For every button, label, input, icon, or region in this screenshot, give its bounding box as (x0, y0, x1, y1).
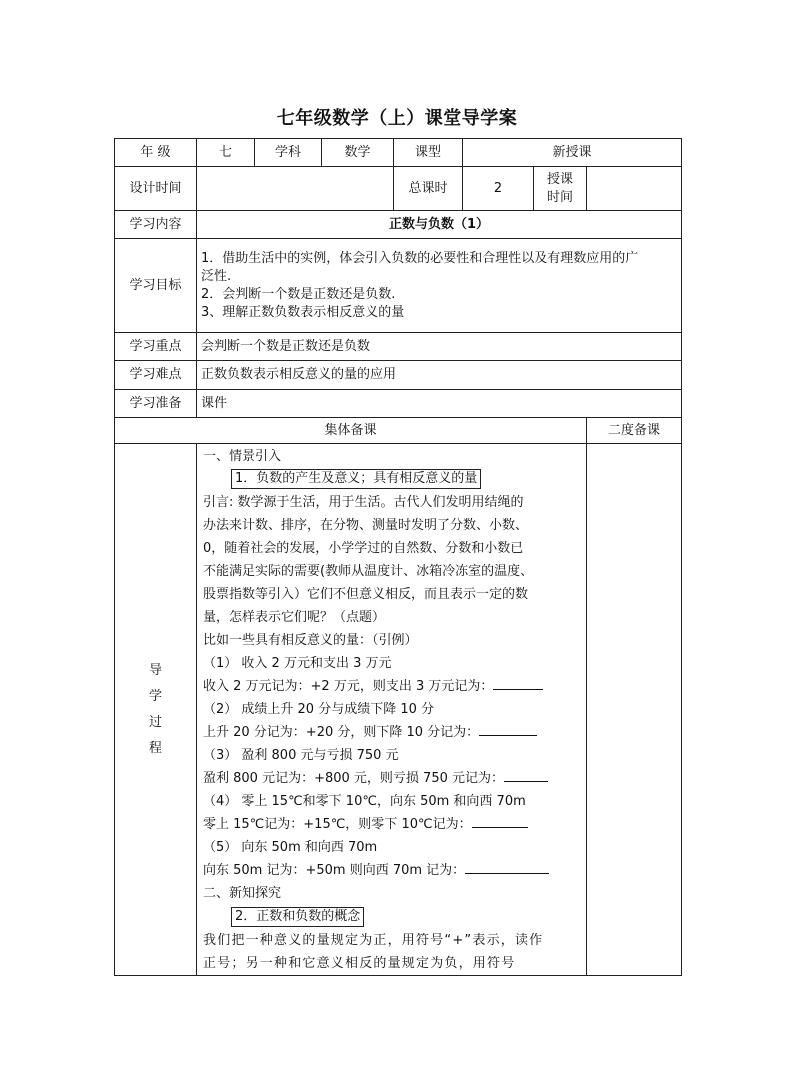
teach-time-label (534, 167, 587, 211)
text-line: 0，随着社会的发展，小学学过的自然数、分数和小数已 (203, 541, 524, 556)
info-row-2 (115, 167, 682, 211)
difficulty-value: 正数负数表示相反意义的量的应用 (197, 361, 682, 390)
prep-row (115, 390, 682, 418)
subject-label: 学科 (255, 139, 322, 167)
teach-time-label-line2: 时间 (546, 189, 573, 205)
process-content (197, 444, 587, 976)
process-label-char: 过 (148, 714, 162, 730)
answer-text: 盈利 800 元记为：+800 元，则亏损 750 元记为： (203, 771, 504, 786)
example-line: （2） 成绩上升 20 分与成绩下降 10 分 (203, 702, 435, 717)
key-point-value: 会判断一个数是正数还是负数 (197, 333, 682, 361)
answer-line (203, 767, 580, 790)
process-label-char: 学 (148, 688, 162, 704)
text-line: 正号；另一种和它意义相反的量规定为负，用符号 (203, 956, 516, 971)
page-title: 七年级数学（上）课堂导学案 (276, 108, 518, 129)
content-row (115, 211, 682, 239)
answer-blank (493, 677, 543, 690)
goal-item: 2．会判断一个数是正数还是负数. (201, 286, 396, 302)
lesson-plan-table (114, 138, 682, 976)
example-line: （1） 收入 2 万元和支出 3 万元 (203, 656, 392, 671)
example-line: （3） 盈利 800 元与亏损 750 元 (203, 748, 399, 763)
answer-text: 零上 15℃记为：+15℃，则零下 10℃记为： (203, 817, 472, 832)
text-line: 引言: 数学源于生活，用于生活。古代人们发明用结绳的 (203, 495, 524, 510)
subject-value: 数学 (322, 139, 394, 167)
text-line: 比如一些具有相反意义的量：（引例） (203, 633, 418, 648)
difficulty-row (115, 361, 682, 390)
lesson-type-value: 新授课 (463, 139, 682, 167)
key-point-label: 学习重点 (115, 333, 197, 361)
content-label: 学习内容 (115, 211, 197, 239)
goals-list (197, 239, 682, 333)
total-periods-value: 2 (463, 167, 534, 211)
grade-label: 年 级 (115, 139, 197, 167)
answer-line (203, 859, 580, 882)
section-header-row (115, 418, 682, 444)
second-prep-header: 二度备课 (587, 418, 682, 444)
answer-line (203, 721, 580, 744)
design-time-value (197, 167, 394, 211)
answer-line (203, 813, 580, 836)
goal-item: 1．借助生活中的实例，体会引入负数的必要性和合理性以及有理数应用的广 (201, 250, 639, 266)
text-line: 股票指数等引入）它们不但意义相反，而且表示一定的数 (203, 587, 529, 602)
collective-prep-header: 集体备课 (115, 418, 587, 444)
goals-row (115, 239, 682, 333)
process-label (115, 444, 197, 976)
process-label-char: 导 (148, 662, 162, 678)
section-heading: 二、新知探究 (203, 886, 282, 901)
text-line: 我们把一种意义的量规定为正，用符号“+”表示，读作 (203, 933, 544, 948)
prep-value: 课件 (197, 390, 682, 418)
section-heading: 一、情景引入 (203, 449, 282, 464)
answer-text: 向东 50m 记为：+50m 则向西 70m 记为： (203, 863, 466, 878)
answer-blank (504, 769, 548, 782)
text-line: 办法来计数、排序，在分物、测量时发明了分数、小数、 (203, 518, 529, 533)
subheading-box-1-wrap (203, 467, 580, 491)
example-line: （5） 向东 50m 和向西 70m (203, 840, 378, 855)
subheading-box: 2．正数和负数的概念 (231, 907, 364, 927)
process-row (115, 444, 682, 976)
total-periods-label: 总课时 (394, 167, 463, 211)
answer-text: 上升 20 分记为：+20 分，则下降 10 分记为： (203, 725, 480, 740)
teach-time-value (587, 167, 682, 211)
difficulty-label: 学习难点 (115, 361, 197, 390)
subheading-box-2-wrap (203, 905, 580, 929)
text-line: 不能满足实际的需要(教师从温度计、冰箱冷冻室的温度、 (203, 564, 534, 579)
answer-blank (479, 723, 537, 736)
prep-label: 学习准备 (115, 390, 197, 418)
process-label-char: 程 (148, 740, 162, 756)
answer-blank (465, 861, 549, 874)
second-prep-cell (587, 444, 682, 976)
content-value: 正数与负数（1） (197, 211, 682, 239)
answer-text: 收入 2 万元记为：+2 万元，则支出 3 万元记为： (203, 679, 494, 694)
text-line: 量，怎样表示它们呢？（点题） (203, 610, 386, 625)
info-row-1 (115, 139, 682, 167)
lesson-type-label: 课型 (394, 139, 463, 167)
key-point-row (115, 333, 682, 361)
teach-time-label-line1: 授课 (546, 171, 573, 187)
answer-line (203, 675, 580, 698)
grade-value: 七 (197, 139, 255, 167)
goal-item: 3、理解正数负数表示相反意义的量 (201, 304, 405, 320)
subheading-box: 1．负数的产生及意义；具有相反意义的量 (231, 469, 481, 489)
example-line: （4） 零上 15℃和零下 10℃，向东 50m 和向西 70m (203, 794, 526, 809)
goal-item: 泛性. (201, 268, 232, 284)
design-time-label: 设计时间 (115, 167, 197, 211)
goals-label: 学习目标 (115, 239, 197, 333)
answer-blank (472, 815, 528, 828)
